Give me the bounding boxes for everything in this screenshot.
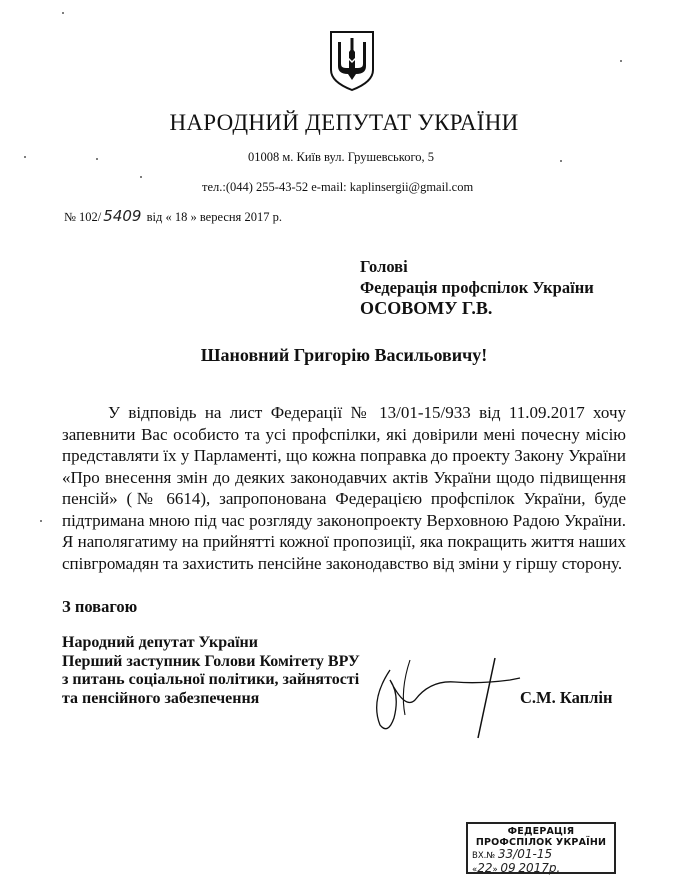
addressee-line-2: Федерація профспілок України [360, 278, 594, 297]
signature-block [62, 634, 360, 708]
scan-speck [40, 520, 42, 522]
scan-speck [24, 156, 26, 158]
signature-block-line-2: Перший заступник Голови Комітету ВРУ [62, 652, 360, 670]
letterhead-contacts: тел.:(044) 255-43-52 e-mail: kaplinsergii@gmail.com [202, 180, 474, 194]
letterhead-title: НАРОДНИЙ ДЕПУТАТ УКРАЇНИ [169, 110, 519, 135]
handwritten-signature [360, 640, 530, 740]
addressee-line-3: ОСОВОМУ Г.В. [360, 298, 493, 318]
stamp-number-handwritten: 33/01-15 [497, 847, 553, 861]
scan-speck [96, 158, 98, 160]
letter-body: У відповідь на лист Федерації № 13/01-15/933 від 11.09.2017 хочу запевнити Вас особисто та усі профспілки, які довірили мені почесну місію представляти їх у Парламенті, що кожна поправка до проекту Закону України «Про внесення змін до деяких законодавчих актів України щодо підвищення пенсій» (№ 6614), запропонована Федерацією профспілок України, буде підтримана мною під час розгляду законопроекту Верховною Радою України. Я наполягатиму на прийнятті кожної пропозиції, яка покращить життя наших співгромадян та захистить пенсійне законодавство від зміни у гіршу сторону. [62, 403, 626, 573]
reference-number-prefix: № 102/ [64, 210, 102, 224]
salutation: Шановний Григорію Васильовичу! [200, 345, 488, 365]
reference-date: від « 18 » вересня [146, 210, 242, 224]
signer-name: С.М. Каплін [520, 688, 613, 707]
signature-block-line-4: та пенсійного забезпечення [62, 689, 260, 707]
stamp-number-prefix: ВХ.№ [472, 851, 496, 861]
stamp-date-row: «22» 09 2017р. [472, 861, 561, 875]
stamp-date-year: 2017р. [518, 861, 561, 875]
addressee-block [360, 256, 594, 319]
stamp-number-row [472, 848, 610, 862]
stamp-organization: ФЕДЕРАЦІЯ ПРОФСПІЛОК УКРАЇНИ [475, 826, 607, 848]
addressee-line-1: Голові [360, 257, 408, 276]
signature-block-line-1: Народний депутат України [62, 634, 258, 651]
scan-speck [560, 160, 562, 162]
scan-speck [620, 60, 622, 62]
reference-number-handwritten: 5409 [103, 207, 142, 225]
closing: З повагою [62, 597, 138, 616]
stamp-date-month: 09 [500, 861, 516, 875]
scan-speck [62, 12, 64, 14]
stamp-date-day: 22 [477, 861, 493, 875]
signature-block-line-3: з питань соціальної політики, зайнятості [62, 671, 360, 688]
reference-line [64, 207, 282, 225]
trident-emblem-icon [328, 30, 376, 92]
reference-year: 2017 р. [244, 210, 282, 224]
incoming-stamp [466, 822, 616, 874]
letterhead-address: 01008 м. Київ вул. Грушевського, 5 [248, 150, 435, 164]
scan-speck [140, 176, 142, 178]
